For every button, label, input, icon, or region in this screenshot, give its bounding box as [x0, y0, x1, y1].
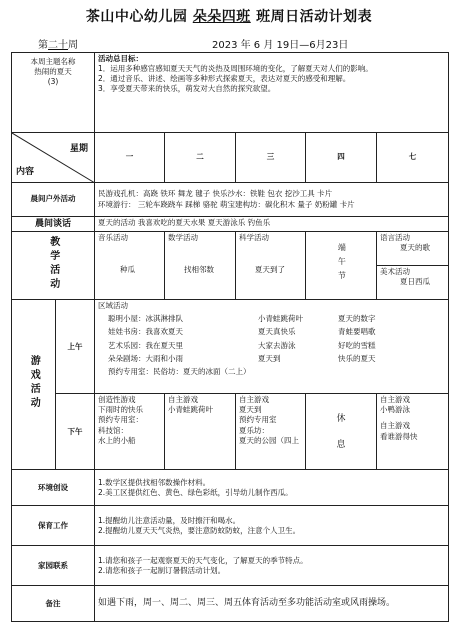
environment-item: 1.数学区提供找相邻数操作材料。: [98, 477, 211, 487]
teaching-fri-b: [377, 266, 449, 300]
teaching-fri-a: [377, 232, 449, 266]
day-tue: 二: [165, 133, 236, 183]
pm-line: 休: [336, 413, 346, 424]
care-content: [95, 506, 449, 546]
pm-line: 夏天到: [239, 405, 262, 415]
area-grid: [98, 314, 445, 364]
game-label: 游戏活动: [28, 355, 40, 412]
week-num: 二十: [48, 40, 68, 51]
pm-line: 下雨时的快乐: [98, 405, 143, 415]
teaching-name: 夏天的歌: [400, 243, 430, 253]
teaching-name: 夏天到了: [255, 265, 285, 275]
pm-line: 夏乐坊：: [239, 425, 269, 435]
plan-title: [0, 6, 458, 26]
weekday-header-row: [12, 133, 449, 183]
outdoor-row: [12, 183, 449, 217]
environment-label: 环境创设: [12, 470, 95, 506]
pm-line: 看谁游得快: [380, 431, 418, 441]
game-am-label: 上午: [56, 300, 95, 394]
game-am-row: [12, 300, 449, 394]
pm-line: 小青蛙跳荷叶: [168, 405, 213, 415]
family-item: 2.请您和孩子一起制订暑假活动计划。: [98, 565, 226, 575]
morning-talk-label: 晨间谈话: [12, 217, 95, 232]
morning-talk-content: 夏天的活动 我喜欢吃的夏天水果 夏天游泳乐 钓鱼乐: [95, 217, 449, 232]
school-name: 茶山中心幼儿园: [85, 9, 188, 25]
family-content: [95, 546, 449, 586]
game-pm-label: 下午: [56, 394, 95, 470]
teaching-label: 教学活动: [47, 236, 59, 293]
pm-line: 自主游戏: [168, 395, 198, 405]
theme-label: 本周主题名称: [30, 57, 76, 66]
theme-cell: [12, 53, 95, 133]
content-label: 内容: [16, 166, 35, 177]
outdoor-line: 民游戏孔机：高跷 铁环 舞龙 毽子 快乐沙水：铁鞋 包衣 挖沙工具 卡片: [98, 189, 333, 199]
goal-item: 3．享受夏天带来的快乐，萌发对大自然的探究欲望。: [98, 84, 276, 94]
theme-number: (3): [47, 77, 59, 87]
weekday-label: 星期: [69, 144, 88, 154]
pm-line: 自主游戏: [380, 421, 410, 431]
pm-line: 自主游戏: [380, 395, 410, 405]
teaching-name: 端午节: [337, 243, 347, 286]
area-item: 夏天到: [258, 353, 281, 363]
game-am-content: [95, 300, 449, 394]
teaching-label-cell: [12, 232, 95, 300]
teaching-subject: 音乐活动: [98, 233, 128, 243]
teaching-subject: 语言活动: [380, 233, 410, 243]
family-row: [12, 546, 449, 586]
outdoor-label: 晨间户外活动: [12, 183, 95, 217]
game-pm-wed: [236, 394, 306, 470]
teaching-mon: [95, 232, 165, 300]
area-item: 好吃的雪糕: [338, 340, 376, 350]
environment-row: [12, 470, 449, 506]
area-item: 夏天真快乐: [258, 327, 296, 337]
environment-content: [95, 470, 449, 506]
outdoor-line: 环境游行： 三轮车跷跷车 踩梯 骆驼 萌宝建构坊：碳化积木 量子 奶粉罐 卡片: [98, 199, 355, 209]
pm-line: 科技馆：: [98, 425, 128, 435]
day-mon: 一: [95, 133, 165, 183]
area-item: 青蛙要唱歌: [338, 327, 376, 337]
game-pm-tue: [165, 394, 236, 470]
plan-table: [11, 52, 449, 622]
game-label-cell: [12, 300, 56, 470]
day-wed: 三: [236, 133, 306, 183]
morning-talk-row: [12, 217, 449, 232]
care-item: 2.提醒幼儿夏天天气炎热，要注意防蚊防蚊，注意个人卫生。: [98, 525, 301, 535]
notes-row: [12, 586, 449, 622]
area-item: 大家去游泳: [258, 340, 296, 350]
title-suffix: 班周日活动计划表: [256, 9, 373, 25]
outdoor-content: [95, 183, 449, 217]
area-item: 快乐的夏天: [338, 353, 376, 363]
theme-name: 热闹的夏天: [34, 67, 72, 77]
game-pm-row: [12, 394, 449, 470]
area-item: 艺术乐园：我在夏天里: [108, 340, 183, 350]
pm-line: 预约专用室: [239, 415, 277, 425]
goals-heading: 活动总目标：: [98, 54, 143, 63]
goal-item: 2．通过音乐、讲述、绘画等多种形式探索夏天，表达对夏天的感受和理解。: [98, 74, 351, 84]
care-label: 保育工作: [12, 506, 95, 546]
teaching-row-top: [12, 232, 449, 266]
goal-item: 1．运用多种感官感知夏天天气的炎热及周围环境的变化，了解夏天对人们的影响。: [98, 64, 373, 74]
pm-line: 创造性游戏: [98, 395, 136, 405]
game-pm-thu: [306, 394, 377, 470]
teaching-subject: 科学活动: [239, 233, 269, 243]
teaching-thu: [306, 232, 377, 300]
game-pm-mon: [95, 394, 165, 470]
teaching-subject: 美术活动: [380, 267, 410, 277]
game-pm-fri: [377, 394, 449, 470]
class-name: 朵朵四班: [192, 9, 251, 25]
day-thu: 四: [306, 133, 377, 183]
environment-item: 2.美工区提供红色、黄色、绿色彩纸，引导幼儿制作西瓜。: [98, 487, 293, 497]
teaching-name: 夏日西瓜: [400, 277, 430, 287]
pm-line: 夏天的公园（四上: [239, 435, 299, 445]
teaching-name: 种瓜: [120, 265, 135, 275]
notes-content: 如遇下雨，周一、周二、周三、周五体育活动至多功能活动室或风雨操场。: [95, 586, 449, 622]
area-heading: 区域活动: [98, 301, 128, 311]
family-item: 1.请您和孩子一起观察夏天的天气变化，了解夏天的季节特点。: [98, 555, 308, 565]
week-suffix: 周: [68, 40, 78, 51]
area-item: 娃娃书房：我喜欢夏天: [108, 327, 183, 337]
goals-cell: [95, 53, 449, 133]
pm-line: 水上的小船: [98, 435, 136, 445]
area-item: 聪明小屋：冰淇淋排队: [108, 314, 183, 324]
teaching-subject: 数学活动: [168, 233, 198, 243]
date-range: 2023 年 6 月 19日—6月23日: [212, 40, 349, 51]
care-item: 1.提醒幼儿注意活动量，及时擦汗和喝水。: [98, 515, 241, 525]
pm-line: 预约专用室：: [98, 415, 143, 425]
weekday-corner-cell: [12, 133, 95, 183]
pm-line: 息: [336, 439, 346, 450]
area-extra: 预约专用室：民俗坊：夏天的冰面（二上）: [108, 366, 251, 376]
week-prefix: 第: [38, 40, 48, 51]
week-number: [38, 36, 78, 51]
pm-line: 小鸭游泳: [380, 405, 410, 415]
teaching-name: 找相邻数: [184, 265, 214, 275]
teaching-tue: [165, 232, 236, 300]
care-row: [12, 506, 449, 546]
theme-row: [12, 53, 449, 133]
teaching-wed: [236, 232, 306, 300]
pm-line: 自主游戏: [239, 395, 269, 405]
day-fri: 七: [377, 133, 449, 183]
area-item: 小青蛙跳荷叶: [258, 314, 303, 324]
family-label: 家园联系: [12, 546, 95, 586]
area-item: 朵朵剧场：大雨和小雨: [108, 353, 183, 363]
notes-label: 备注: [12, 586, 95, 622]
area-item: 夏天的数字: [338, 314, 376, 324]
